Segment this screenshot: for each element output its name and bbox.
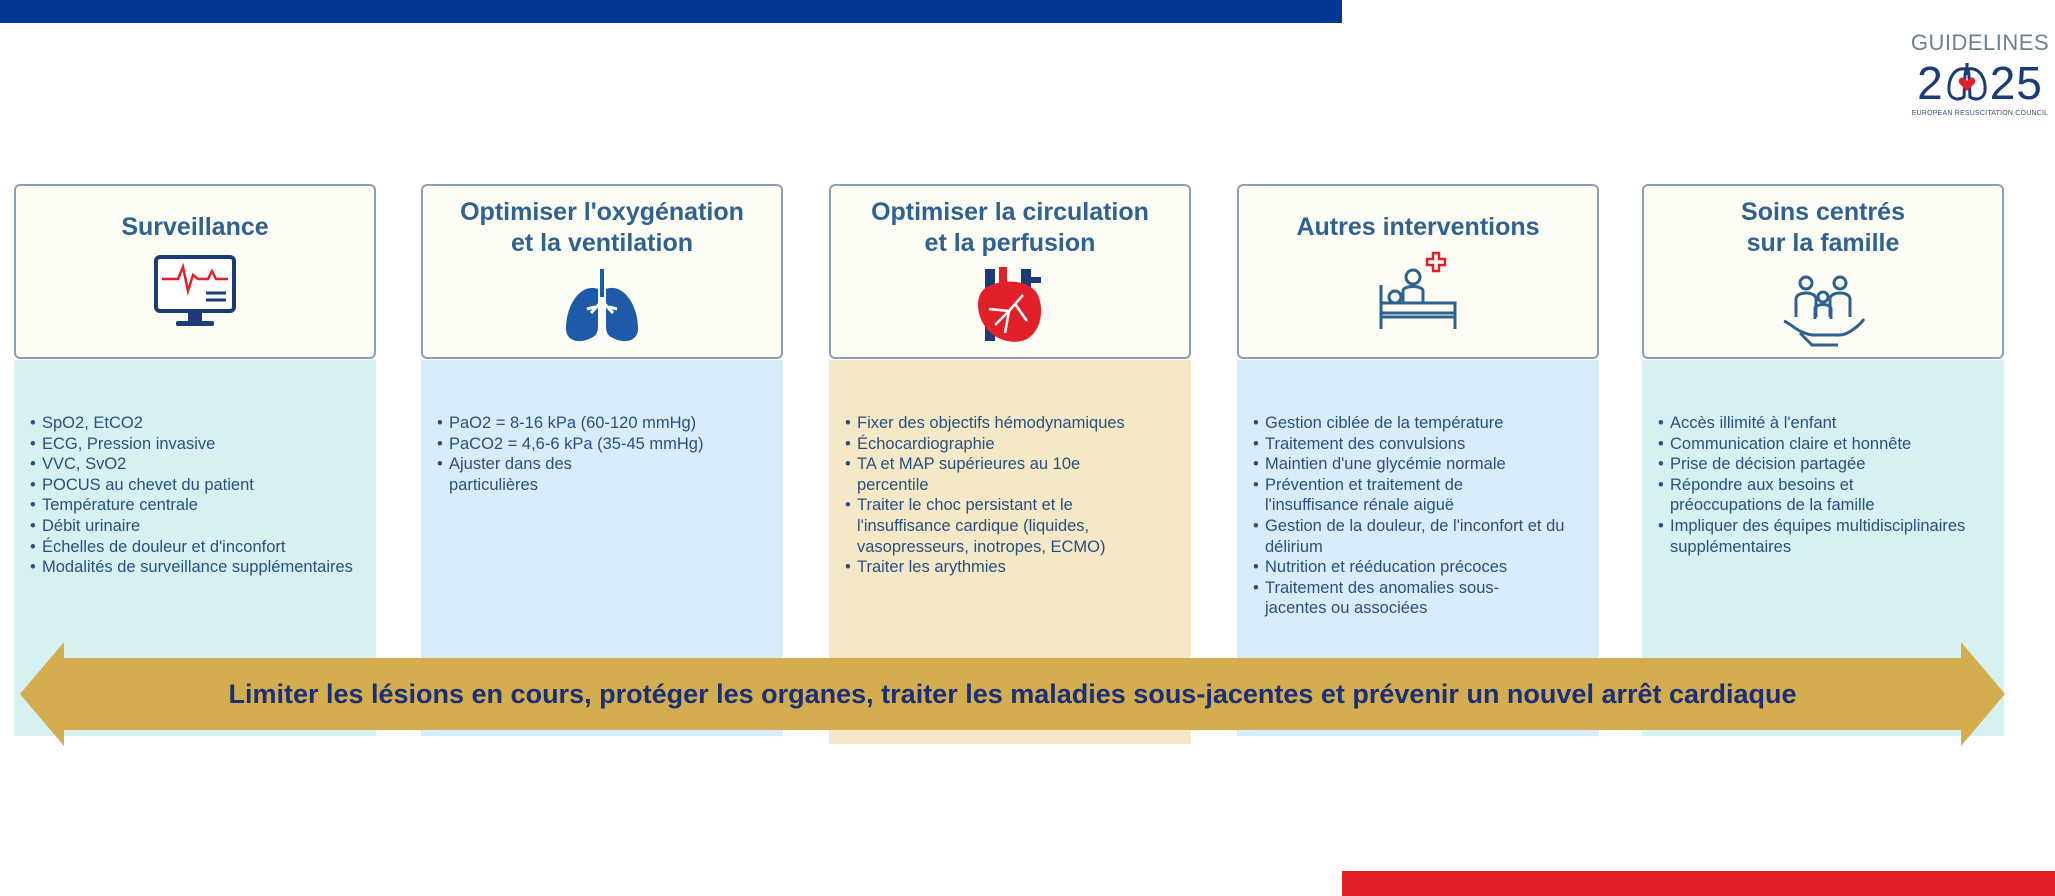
bullet-list (845, 413, 1185, 578)
list-item: • PaCO2 = 4,6-6 kPa (35-45 mmHg) (437, 434, 777, 455)
list-item: • Échelles de douleur et d'inconfort (30, 537, 370, 558)
column-header (1237, 184, 1599, 359)
bottom-accent-bar (1342, 871, 2055, 896)
list-item: • Température centrale (30, 495, 370, 516)
column-title: Autres interventions (1296, 213, 1540, 241)
band-text: Limiter les lésions en cours, protéger les organes, traiter les maladies sous-jacentes et prévenir un nouvel arrêt cardiaque (228, 678, 1797, 709)
list-item: • Traitement des anomalies sous-jacentes ou associées (1253, 578, 1535, 619)
list-item: • Prévention et traitement de l'insuffisance rénale aiguë (1253, 475, 1505, 516)
logo-year (1905, 58, 2055, 108)
column-header (1642, 184, 2004, 359)
column-circulation (829, 184, 1191, 577)
list-item: • Communication claire et honnête (1658, 434, 1998, 455)
bullet-list (1658, 413, 1998, 557)
column-title: Surveillance (121, 213, 269, 241)
list-item: • VVC, SvO2 (30, 454, 370, 475)
list-item: • TA et MAP supérieures au 10e percentile (845, 454, 1117, 495)
list-item: • Maintien d'une glycémie normale (1253, 454, 1593, 475)
hospital-bed-icon (1373, 251, 1463, 331)
list-item: • Prise de décision partagée (1658, 454, 1998, 475)
list-item: • Accès illimité à l'enfant (1658, 413, 1998, 434)
lungs-icon (557, 267, 647, 347)
lungs-heart-icon (1944, 61, 1990, 103)
list-item: • Traiter les arythmies (845, 557, 1185, 578)
logo-title: GUIDELINES (1910, 30, 2050, 55)
list-item: • POCUS au chevet du patient (30, 475, 370, 496)
column-family-care (1642, 184, 2004, 556)
column-header (421, 184, 783, 359)
list-item: • Débit urinaire (30, 516, 370, 537)
list-item: • Fixer des objectifs hémodynamiques (845, 413, 1185, 434)
column-title: Optimiser l'oxygénation et la ventilation (460, 197, 744, 257)
list-item: • Ajuster dans des particulières (437, 454, 619, 495)
bullet-list (30, 413, 370, 578)
list-item: • Modalités de surveillance supplémentaires (30, 557, 370, 578)
family-hand-icon (1778, 267, 1868, 347)
logo-subtitle: EUROPEAN RESUSCITATION COUNCIL (1911, 110, 2049, 117)
list-item: • Traiter le choc persistant et le l'insuffisance cardique (liquides, vasopresseurs, inotropes, ECMO) (845, 495, 1147, 557)
column-header (829, 184, 1191, 359)
column-other-interventions (1237, 184, 1599, 618)
guidelines-logo (1905, 30, 2055, 140)
bullet-list (1253, 413, 1593, 619)
list-item: • Gestion de la douleur, de l'inconfort et du délirium (1253, 516, 1585, 557)
heart-icon (965, 267, 1055, 347)
column-title: Soins centrés sur la famille (1741, 197, 1905, 257)
list-item: • Impliquer des équipes multidisciplinaires supplémentaires (1658, 516, 1970, 557)
list-item: • Gestion ciblée de la température (1253, 413, 1593, 434)
list-item: • Échocardiographie (845, 434, 1185, 455)
logo-year-left: 2 (1917, 57, 1944, 109)
list-item: • SpO2, EtCO2 (30, 413, 370, 434)
column-title: Optimiser la circulation et la perfusion (871, 197, 1149, 257)
list-item: • PaO2 = 8-16 kPa (60-120 mmHg) (437, 413, 777, 434)
monitor-icon (150, 251, 240, 331)
bullet-list (437, 413, 777, 495)
column-header (14, 184, 376, 359)
list-item: • Traitement des convulsions (1253, 434, 1593, 455)
list-item: • Nutrition et rééducation précoces (1253, 557, 1593, 578)
logo-year-right: 25 (1989, 57, 2043, 109)
top-accent-bar (0, 0, 1342, 23)
list-item: • ECG, Pression invasive (30, 434, 370, 455)
column-oxygenation (421, 184, 783, 494)
column-surveillance (14, 184, 376, 577)
list-item: • Répondre aux besoins et préoccupations de la famille (1658, 475, 1930, 516)
